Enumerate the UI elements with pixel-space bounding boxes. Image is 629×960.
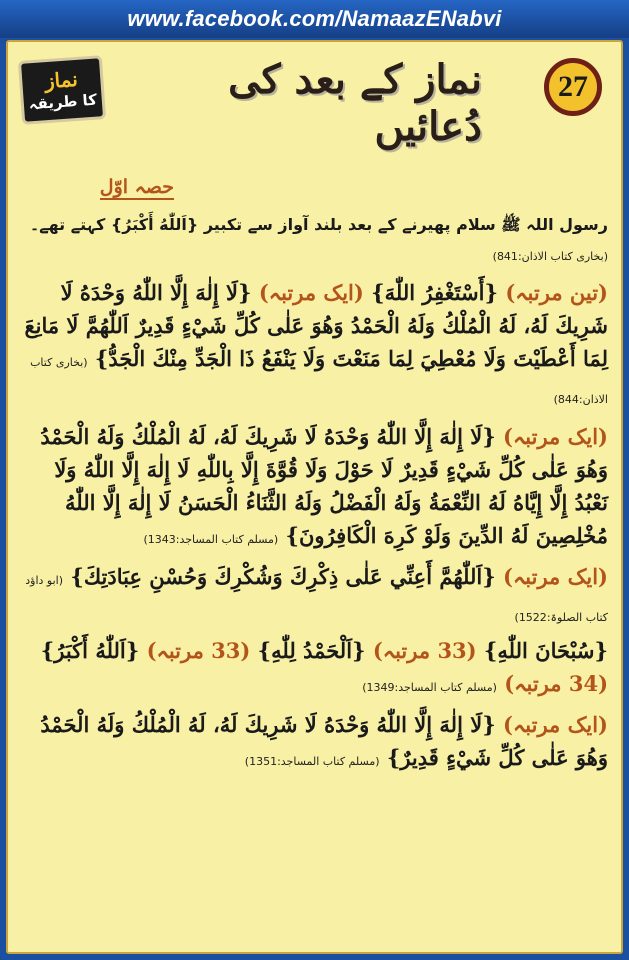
istighfar-text: {أَسْتَغْفِرُ اللّٰهَ} xyxy=(371,280,498,305)
section-heading: حصہ اوّل xyxy=(99,176,174,198)
tag-33-times: (33 مرتبہ) xyxy=(146,638,251,663)
page-title: نماز کے بعد کی دُعائیں xyxy=(228,56,482,150)
page-number-badge: 27 xyxy=(544,58,602,116)
dua-content xyxy=(16,210,608,778)
subhanallah-text: {سُبْحَانَ اللّٰهِ} xyxy=(483,638,608,663)
intro-sentence: رسول اللہ ﷺ سلام پھیرنے کے بعد بلند آواز سے تکبیر {اَللّٰهُ أَكْبَرُ} کہتے تھے۔ xyxy=(29,215,608,234)
tag-once: (ایک مرتبہ) xyxy=(503,424,608,449)
dua-2-text: {لَا إِلٰهَ إِلَّا اللّٰهُ وَحْدَهُ لَا شَرِيكَ لَهُ، لَهُ الْمُلْكُ وَلَهُ الْحَمْدُ وَهُوَ عَلٰى كُلِّ شَيْءٍ قَدِيرٌ لَا حَوْلَ وَلَا قُوَّةَ إِلَّا بِاللّٰهِ لَا إِلٰهَ إِلَّا اللّٰهُ وَلَا نَعْبُدُ إِلَّا إِيَّاهُ لَهُ النِّعْمَةُ وَلَهُ الْفَضْلُ وَلَهُ الثَّنَاءُ الْحَسَنُ لَا إِلٰهَ إِلَّا اللّٰهُ مُخْلِصِينَ لَهُ الدِّينَ وَلَوْ كَرِهَ الْكَافِرُونَ} xyxy=(40,424,608,548)
dua-2-reference: (مسلم کتاب المساجد:1343) xyxy=(143,533,279,546)
badge-line2: کا طریقہ xyxy=(28,90,98,114)
dua-3-reference: (ابو داؤد کتاب الصلوۃ:1522) xyxy=(25,574,608,624)
dua-5-text: {لَا إِلٰهَ إِلَّا اللّٰهُ وَحْدَهُ لَا شَرِيكَ لَهُ، لَهُ الْمُلْكُ وَلَهُ الْحَمْدُ وَهُوَ عَلٰى كُلِّ شَيْءٍ قَدِيرٌ} xyxy=(40,712,608,770)
dua-block-5 xyxy=(16,708,608,778)
tag-once: (ایک مرتبہ) xyxy=(503,712,608,737)
tag-once: (ایک مرتبہ) xyxy=(258,280,364,305)
dua-1-reference: (بخاری کتاب الاذان:844) xyxy=(30,356,608,406)
dua-block-2 xyxy=(16,420,608,556)
dua-block-3 xyxy=(16,560,608,634)
dua-3-text: {اَللّٰهُمَّ أَعِنِّي عَلٰى ذِكْرِكَ وَشُكْرِكَ وَحُسْنِ عِبَادَتِكَ} xyxy=(70,564,496,589)
namaz-badge xyxy=(18,55,106,125)
header-bar xyxy=(0,0,629,38)
dua-5-reference: (مسلم کتاب المساجد:1351) xyxy=(244,755,380,768)
badge-line1: نماز xyxy=(44,66,79,94)
allahu-akbar-text: {اَللّٰهُ أَكْبَرُ} xyxy=(40,638,140,663)
dua-1-text: {لَا إِلٰهَ إِلَّا اللّٰهُ وَحْدَهُ لَا شَرِيكَ لَهُ، لَهُ الْمُلْكُ وَلَهُ الْحَمْدُ وَهُوَ عَلٰى كُلِّ شَيْءٍ قَدِيرٌ اَللّٰهُمَّ لَا مَانِعَ لِمَا أَعْطَيْتَ وَلَا مُعْطِيَ لِمَا مَنَعْتَ وَلَا يَنْفَعُ ذَا الْجَدِّ مِنْكَ الْجَدُّ} xyxy=(24,280,608,371)
tag-three-times: (تین مرتبہ) xyxy=(505,280,608,305)
tag-once: (ایک مرتبہ) xyxy=(503,564,608,589)
tag-33-times: (33 مرتبہ) xyxy=(372,638,477,663)
tasbeeh-block xyxy=(16,634,608,704)
dua-block-1 xyxy=(16,276,608,416)
intro-reference: (بخاری کتاب الاذان:841) xyxy=(492,250,608,263)
tasbeeh-reference: (مسلم کتاب المساجد:1349) xyxy=(362,681,497,694)
facebook-link[interactable]: www.facebook.com/NamaazENabvi xyxy=(127,6,502,31)
tag-34-times: (34 مرتبہ) xyxy=(504,671,608,696)
alhamdulillah-text: {اَلْحَمْدُ لِلّٰهِ} xyxy=(257,638,366,663)
intro-text xyxy=(16,210,608,272)
